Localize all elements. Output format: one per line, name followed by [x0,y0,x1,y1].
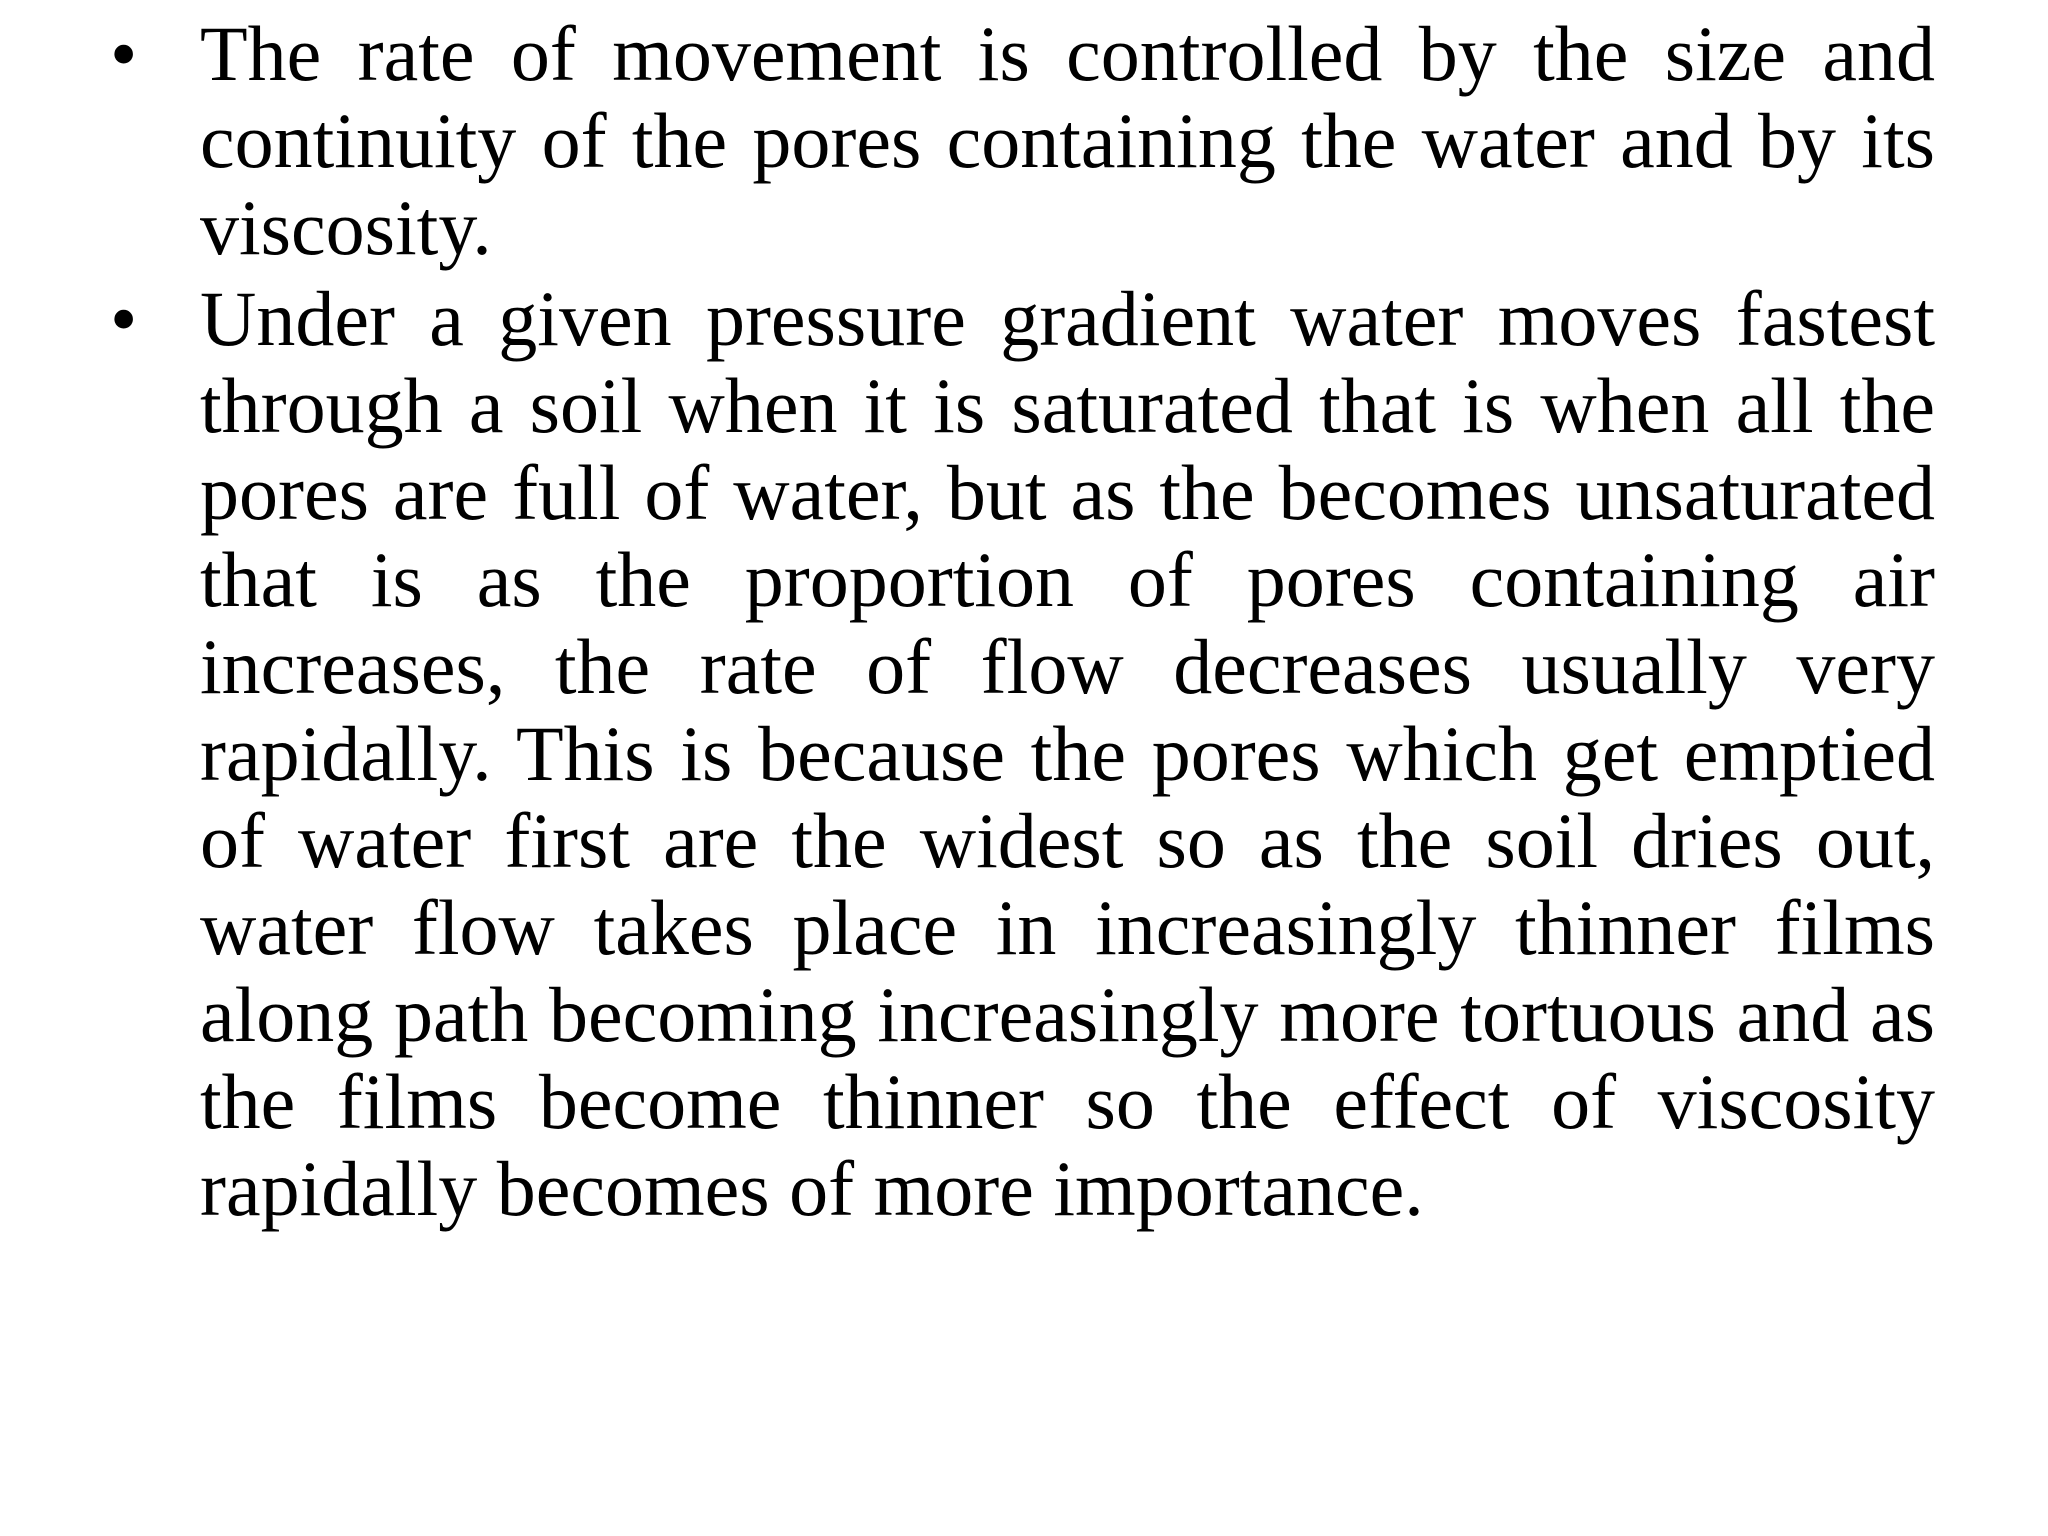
bullet-text: Under a given pressure gradient water moves fastest through a soil when it is saturated that is when all the pores are full of water, but as the becomes unsaturated that is as the proportion of pores containing air increases, the rate of flow decreases usually very rapidally. This is because the pores which get emptied of water first are the widest so as the soil dries out, water flow takes place in increasingly thinner films along path becoming increasingly more tortuous and as the films become thinner so the effect of viscosity rapidally becomes of more importance. [200,275,1935,1232]
bullet-list [110,10,1935,1236]
bullet-item [110,10,1935,271]
bullet-point-icon: • [110,10,138,97]
bullet-text: The rate of movement is controlled by the size and continuity of the pores containing the water and by its viscosity. [200,10,1935,271]
bullet-item [110,275,1935,1232]
bullet-point-icon: • [110,275,138,362]
